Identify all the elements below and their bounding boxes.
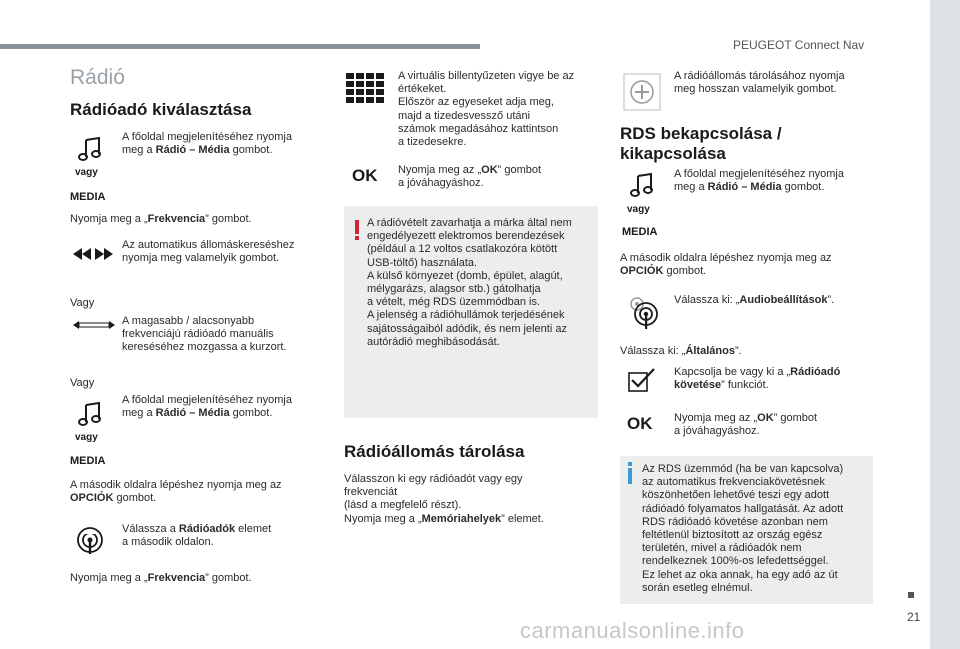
store-text: Válasszon ki egy rádióadót vagy egy frekvenciát (lásd a megfelelő részt). Nyomja meg a „Memóriahelyek” elemet. <box>344 473 544 525</box>
watermark: carmanualsonline.info <box>520 618 745 643</box>
radio-antenna-icon <box>76 526 104 554</box>
ok-text: Nyomja meg az „OK” gombot a jóváhagyáshoz. <box>674 412 818 438</box>
warning-text: A rádióvételt zavarhatja a márka által nem engedélyezett elektromos berendezések (például a 12 voltos csatlakozóra kötött USB-töltő) használata. A külső környezet (domb, épület, alagút, mélygarázs, alagsor stb.) gátolhatja a vételt, még RDS üzemmódban is. A jelenség a rádióhullámok terjedésének sajátosságaiból adódik, és nem jelenti az autórádió meghibásodását. <box>367 217 572 348</box>
ok-button[interactable]: OK <box>627 414 653 433</box>
checkbox-icon <box>628 368 656 392</box>
or-text: Vagy <box>70 377 95 389</box>
running-header: PEUGEOT Connect Nav <box>733 38 865 52</box>
media-label: MEDIA <box>70 455 106 467</box>
second-page-text: A második oldalra lépéshez nyomja meg az OPCIÓK gombot. <box>70 479 282 505</box>
auto-search-text: Az automatikus állomáskereséshez nyomja meg valamelyik gombot. <box>122 239 295 265</box>
music-note-icon <box>630 172 654 198</box>
page-edge-strip <box>930 0 960 649</box>
music-note-icon <box>78 136 102 162</box>
seek-arrows-icon <box>72 247 114 261</box>
page-number: 21 <box>907 610 921 624</box>
general-text: Válassza ki: „Általános”. <box>620 345 742 357</box>
add-preset-icon <box>623 73 661 111</box>
press-frequency: Nyomja meg a „Frekvencia” gombot. <box>70 572 252 584</box>
manual-search-text: A magasabb / alacsonyabb frekvenciájú rádióadó manuális kereséséhez mozgassa a kurzort. <box>122 315 287 354</box>
heading-rds: RDS bekapcsolása / kikapcsolása <box>620 124 782 163</box>
second-page-text: A második oldalra lépéshez nyomja meg az OPCIÓK gombot. <box>620 252 832 278</box>
keyboard-text: A virtuális billentyűzeten vigye be az értékeket. Először az egyeseket adja meg, majd a tizedesvessző utáni számok megadásához kattintson a tizedesekre. <box>398 70 575 149</box>
rds-follow-text: Kapcsolja be vagy ki a „Rádióadó követése” funkciót. <box>674 366 841 392</box>
step-open-main: A főoldal megjelenítéséhez nyomja meg a Rádió – Média gombot. <box>122 394 292 420</box>
ok-button[interactable]: OK <box>352 166 378 185</box>
ok-text: Nyomja meg az „OK” gombot a jóváhagyáshoz. <box>398 164 542 190</box>
or-label: vagy <box>75 432 98 443</box>
or-text: Vagy <box>70 297 95 309</box>
heading-store-station: Rádióállomás tárolása <box>344 442 525 461</box>
audio-settings-icon <box>626 295 660 329</box>
select-stations-text: Válassza a Rádióadók elemet a második oldalon. <box>122 523 272 549</box>
or-label: vagy <box>75 167 98 178</box>
info-icon <box>628 468 632 484</box>
section-title: Rádió <box>70 66 125 89</box>
store-hold-text: A rádióállomás tárolásához nyomja meg hosszan valamelyik gombot. <box>674 70 845 96</box>
info-text: Az RDS üzemmód (ha be van kapcsolva) az automatikus frekvenciakövetésnek köszönhetően lehetővé teszi egy adott rádióadó folyamatos hallgatását. Az adott RDS rádióadó követése azonban nem feltétlenül biztosított az ország egész területén, mivel a rádióadók nem rendelkeznek 100%-os lefedettséggel. Ez lehet az oka annak, ha egy adó az út során esetleg elnémul. <box>642 463 844 594</box>
music-note-icon <box>78 401 102 427</box>
top-rule <box>0 44 480 49</box>
audio-settings-text: Válassza ki: „Audiobeállítások”. <box>674 294 835 306</box>
keypad-icon <box>346 73 386 105</box>
or-label: vagy <box>627 204 650 215</box>
end-marker <box>908 592 914 598</box>
heading-station-select: Rádióadó kiválasztása <box>70 100 252 119</box>
slider-cursor-icon <box>72 319 116 331</box>
media-label: MEDIA <box>622 226 658 238</box>
warning-icon <box>355 220 359 234</box>
press-frequency: Nyomja meg a „Frekvencia” gombot. <box>70 213 252 225</box>
warning-dot <box>355 236 359 240</box>
info-dot <box>628 462 632 466</box>
step-open-main: A főoldal megjelenítéséhez nyomja meg a Rádió – Média gombot. <box>674 168 844 194</box>
step-open-main: A főoldal megjelenítéséhez nyomja meg a Rádió – Média gombot. <box>122 131 292 157</box>
media-label: MEDIA <box>70 191 106 203</box>
